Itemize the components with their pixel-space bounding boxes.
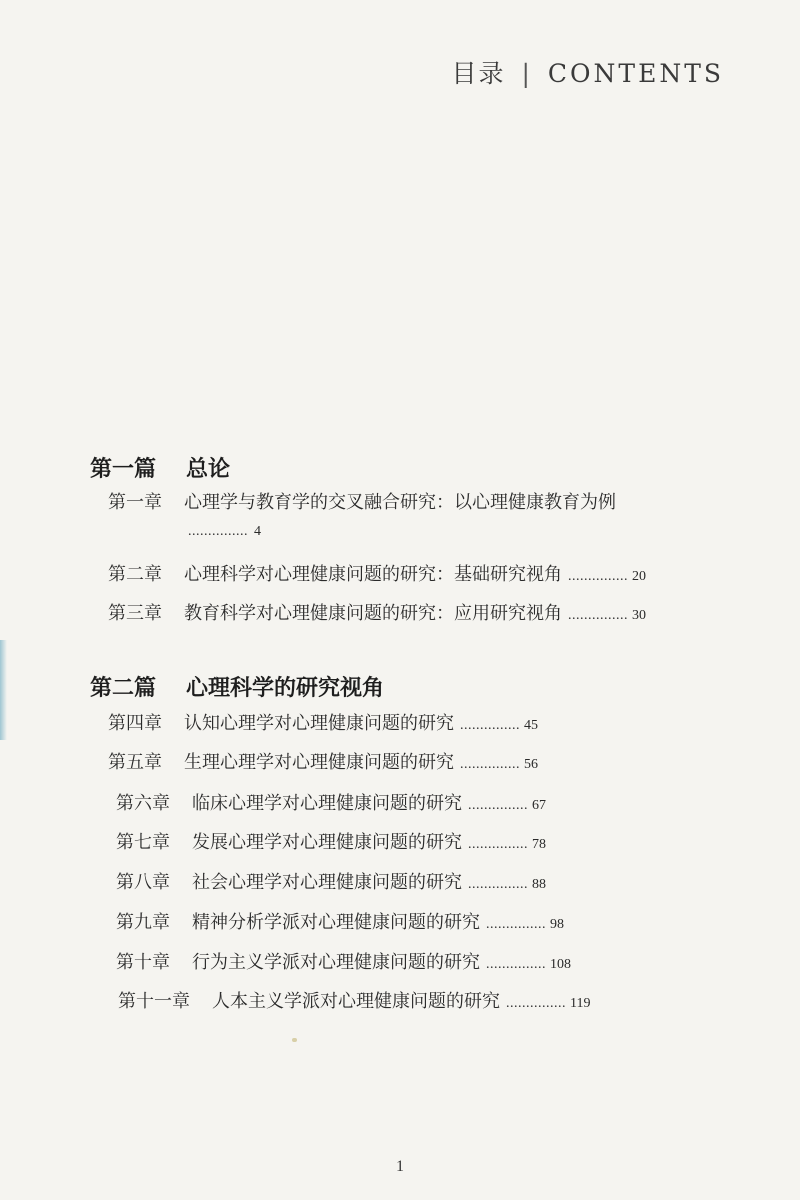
toc-entry-chapter-1[interactable] [108,488,616,514]
leader-dots: ............... [468,837,528,852]
toc-header [451,54,724,90]
leader-dots: ............... [486,917,546,932]
toc-entry-chapter-1-continuation[interactable] [188,524,262,540]
toc-entry-chapter-2[interactable] [108,560,646,586]
chapter-number: 第八章 [116,872,170,893]
toc-title-divider: | [521,59,532,88]
chapter-title: 心理科学对心理健康问题的研究：基础研究视角 [184,564,562,585]
chapter-number: 第六章 [116,793,170,814]
leader-dots: ............... [486,957,546,972]
page-number: 78 [532,837,546,852]
chapter-title: 社会心理学对心理健康问题的研究 [192,872,462,893]
page-number: 67 [532,798,546,813]
part-heading-2 [90,671,384,702]
page-number: 98 [550,917,564,932]
part-number: 第二篇 [90,675,157,701]
toc-entry-chapter-9[interactable] [116,908,564,934]
chapter-title: 行为主义学派对心理健康问题的研究 [192,952,480,973]
chapter-number: 第十章 [116,952,170,973]
leader-dots: ............... [568,569,628,584]
chapter-title: 发展心理学对心理健康问题的研究 [192,832,462,853]
page-number: 88 [532,877,546,892]
toc-entry-chapter-11[interactable] [118,987,590,1013]
chapter-title: 认知心理学对心理健康问题的研究 [184,713,454,734]
paper-speck [292,1038,297,1042]
chapter-number: 第十一章 [118,991,190,1012]
part-title: 总论 [186,456,231,482]
chapter-number: 第九章 [116,912,170,933]
toc-entry-chapter-3[interactable] [108,599,646,625]
toc-title-en: CONTENTS [547,59,724,88]
toc-entry-chapter-7[interactable] [116,828,546,854]
page-number: 30 [632,608,646,623]
chapter-number: 第五章 [108,752,162,773]
leader-dots: ............... [188,524,248,539]
page-number: 56 [524,757,538,772]
page-number: 45 [524,718,538,733]
chapter-number: 第一章 [108,492,162,513]
page-edge-shadow [0,640,7,740]
page-number: 20 [632,569,646,584]
leader-dots: ............... [506,996,566,1011]
toc-entry-chapter-4[interactable] [108,709,538,735]
page-number: 4 [254,524,262,539]
chapter-title: 心理学与教育学的交叉融合研究：以心理健康教育为例 [184,492,616,513]
toc-entry-chapter-5[interactable] [108,748,538,774]
page-number: 119 [570,996,591,1011]
part-heading-1 [90,452,230,483]
chapter-number: 第二章 [108,564,162,585]
leader-dots: ............... [460,718,520,733]
leader-dots: ............... [468,798,528,813]
chapter-title: 人本主义学派对心理健康问题的研究 [212,991,500,1012]
chapter-title: 精神分析学派对心理健康问题的研究 [192,912,480,933]
chapter-title: 临床心理学对心理健康问题的研究 [192,793,462,814]
chapter-number: 第四章 [108,713,162,734]
leader-dots: ............... [468,877,528,892]
part-title: 心理科学的研究视角 [186,675,385,701]
chapter-number: 第三章 [108,603,162,624]
leader-dots: ............... [460,757,520,772]
chapter-title: 教育科学对心理健康问题的研究：应用研究视角 [184,603,562,624]
toc-entry-chapter-8[interactable] [116,868,546,894]
page-number: 108 [550,957,571,972]
part-number: 第一篇 [90,456,157,482]
chapter-number: 第七章 [116,832,170,853]
leader-dots: ............... [568,608,628,623]
footer-page-number: 1 [396,1158,404,1175]
toc-entry-chapter-10[interactable] [116,948,571,974]
chapter-title: 生理心理学对心理健康问题的研究 [184,752,454,773]
toc-title-cn: 目录 [451,59,506,88]
toc-entry-chapter-6[interactable] [116,789,546,815]
